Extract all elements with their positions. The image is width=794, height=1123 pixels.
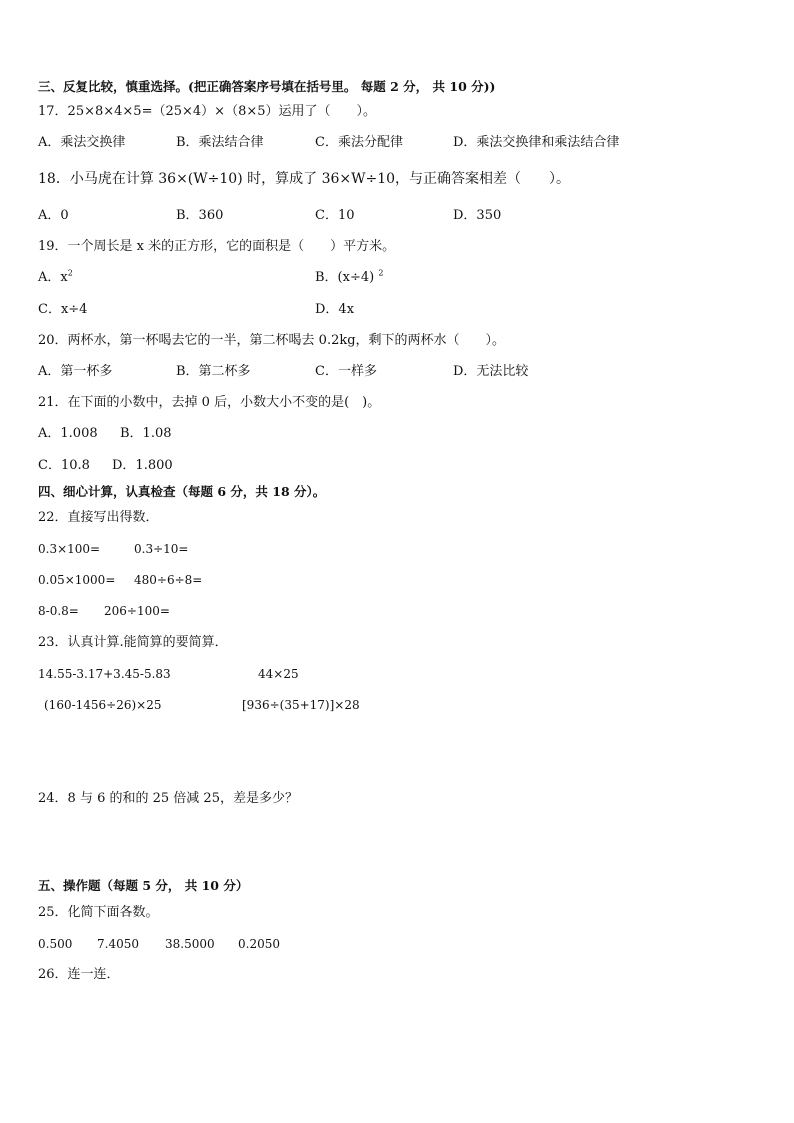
q19-option-b-exponent: 2 (378, 268, 384, 278)
q18-option-b: B．360 (176, 208, 224, 223)
q25-value: 38.5000 (165, 937, 215, 951)
q19-stem: 19．一个周长是 x 米的正方形，它的面积是（ ）平方米。 (38, 239, 396, 254)
q20-option-a: A．第一杯多 (38, 364, 113, 379)
q26-stem: 26．连一连． (38, 967, 120, 982)
q22-item: 0.3×100= (38, 542, 101, 556)
q19-option-a (38, 270, 73, 286)
q19-option-a-exponent: 2 (67, 268, 73, 278)
q19-option-a-text: A．x (38, 270, 68, 285)
section-4-title: 四、细心计算，认真检查（每题 6 分，共 18 分）。 (38, 484, 326, 499)
q19-option-b (315, 270, 383, 286)
q20-option-b: B．第二杯多 (176, 364, 251, 379)
q21-option-b: B．1.08 (120, 426, 172, 441)
q19-option-c: C．x÷4 (38, 302, 88, 317)
q25-stem: 25．化简下面各数。 (38, 905, 159, 920)
q21-option-c: C．10.8 (38, 458, 90, 473)
q22-item: 480÷6÷8= (134, 573, 203, 587)
q22-item: 8-0.8= (38, 604, 79, 618)
q25-value: 7.4050 (97, 937, 139, 951)
q21-stem: 21．在下面的小数中，去掉 0 后，小数大小不变的是( )。 (38, 395, 381, 410)
q23-item: 44×25 (258, 667, 299, 681)
q20-option-c: C．一样多 (315, 364, 377, 379)
section-3-title: 三、反复比较，慎重选择。(把正确答案序号填在括号里。 每题 2 分， 共 10 分)) (38, 79, 496, 94)
q17-option-b: B．乘法结合律 (176, 135, 264, 150)
q23-stem: 23．认真计算.能简算的要简算． (38, 635, 228, 650)
q22-item: 206÷100= (104, 604, 170, 618)
q22-item: 0.05×1000= (38, 573, 116, 587)
q18-stem: 18．小马虎在计算 36×(W÷10) 时，算成了 36×W÷10，与正确答案相差（ ）。 (38, 171, 571, 187)
q23-item: [936÷(35+17)]×28 (242, 698, 360, 712)
q17-option-d: D．乘法交换律和乘法结合律 (453, 135, 620, 150)
q25-value: 0.500 (38, 937, 73, 951)
q20-stem: 20．两杯水，第一杯喝去它的一半，第二杯喝去 0.2kg，剩下的两杯水（ ）。 (38, 333, 506, 348)
q20-option-d: D．无法比较 (453, 364, 529, 379)
q21-option-d: D．1.800 (112, 458, 173, 473)
q21-option-a: A．1.008 (38, 426, 98, 441)
q22-item: 0.3÷10= (134, 542, 189, 556)
q25-value: 0.2050 (238, 937, 280, 951)
q17-stem: 17．25×8×4×5=（25×4）×（8×5）运用了（ ）。 (38, 104, 377, 119)
q22-stem: 22．直接写出得数． (38, 510, 159, 525)
q19-option-d: D．4x (315, 302, 355, 317)
q17-option-a: A．乘法交换律 (38, 135, 126, 150)
q23-item: (160-1456÷26)×25 (44, 698, 162, 712)
q23-item: 14.55-3.17+3.45-5.83 (38, 667, 171, 681)
q18-option-c: C．10 (315, 208, 355, 223)
q18-option-a: A．0 (38, 208, 69, 223)
q24-stem: 24．8 与 6 的和的 25 倍减 25，差是多少？ (38, 791, 298, 806)
q17-option-c: C．乘法分配律 (315, 135, 403, 150)
q19-option-b-text: B．(x÷4) (315, 270, 375, 285)
q18-option-d: D．350 (453, 208, 502, 223)
section-5-title: 五、操作题（每题 5 分， 共 10 分） (38, 878, 249, 893)
